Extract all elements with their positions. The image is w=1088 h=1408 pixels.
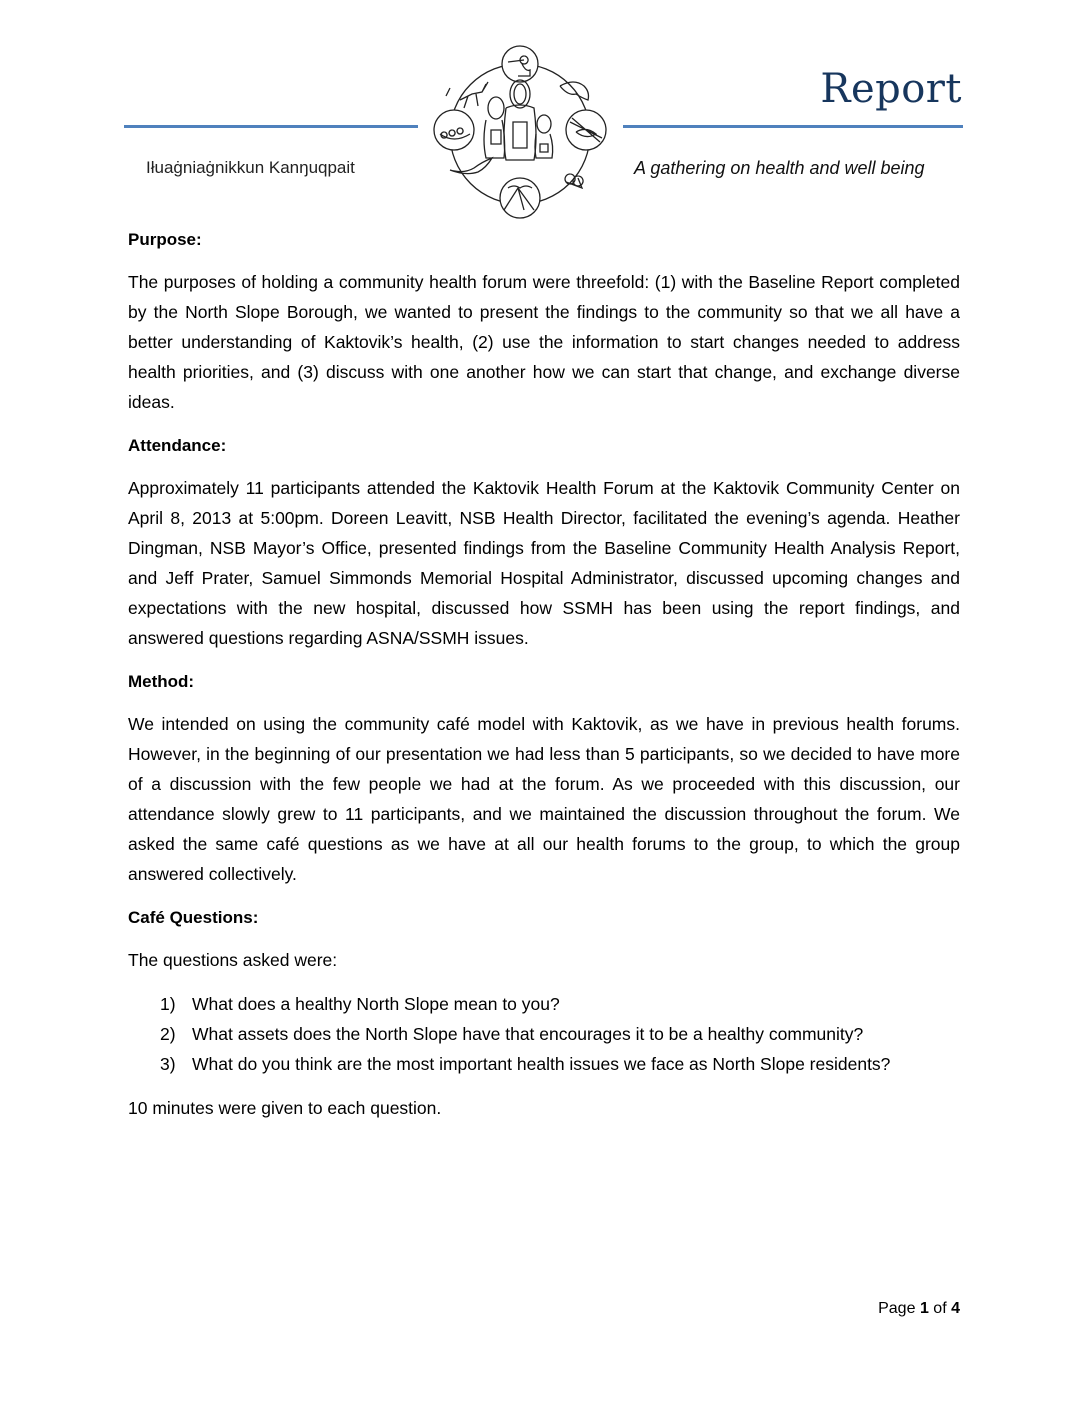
list-item-number: 3) bbox=[160, 1054, 176, 1074]
list-item-text: What assets does the North Slope have that encourages it to be a healthy community? bbox=[192, 1024, 864, 1044]
section-heading-attendance: Attendance: bbox=[128, 436, 227, 455]
page-number bbox=[878, 1300, 960, 1318]
list-item bbox=[128, 1049, 960, 1079]
method-paragraph: We intended on using the community café model with Kaktovik, as we have in previous health forums. However, in the beginning of our presentation we had less than 5 participants, so we decided to have more of a discussion with the few people we had at the forum. As we proceeded with this discussion, our attendance slowly grew to 11 participants, and we maintained the discussion throughout the forum. We asked the same café questions as we have at all our health forums to the group, to which the group answered collectively. bbox=[128, 714, 960, 884]
purpose-paragraph: The purposes of holding a community health forum were threefold: (1) with the Baseline Report completed by the North Slope Borough, we wanted to present the findings to the community so that we all have a better understanding of Kaktovik’s health, (2) use the information to start changes needed to address health priorities, and (3) discuss with one another how we can start that change, and exchange diverse ideas. bbox=[128, 272, 960, 412]
report-title: Report bbox=[820, 66, 962, 112]
page-total: 4 bbox=[951, 1300, 960, 1317]
list-item-number: 2) bbox=[160, 1024, 176, 1044]
cafe-questions-list bbox=[128, 989, 960, 1079]
section-heading-method: Method: bbox=[128, 672, 195, 691]
cafe-questions-closing: 10 minutes were given to each question. bbox=[128, 1098, 442, 1118]
attendance-paragraph: Approximately 11 participants attended the Kaktovik Health Forum at the Kaktovik Community Center on April 8, 2013 at 5:00pm. Doreen Leavitt, NSB Health Director, facilitated the evening’s agenda. Heather Dingman, NSB Mayor’s Office, presented findings from the Baseline Community Health Analysis Report, and Jeff Prater, Samuel Simmonds Memorial Hospital Administrator, discussed upcoming changes and expectations with the new hospital, discussed how SSMH has been using the report findings, and answered questions regarding ASNA/SSMH issues. bbox=[128, 478, 960, 648]
header-rule-left bbox=[124, 125, 418, 128]
page-of: of bbox=[933, 1300, 947, 1317]
community-health-logo-icon bbox=[420, 42, 620, 222]
header-rule-right bbox=[623, 125, 963, 128]
document-body bbox=[128, 225, 960, 1137]
tagline: A gathering on health and well being bbox=[634, 158, 925, 178]
list-item-text: What do you think are the most important health issues we face as North Slope residents? bbox=[192, 1054, 891, 1074]
organization-name: Iłuaġniaġnikkun Kanŋuqpait bbox=[146, 158, 355, 177]
list-item-text: What does a healthy North Slope mean to you? bbox=[192, 994, 560, 1014]
list-item bbox=[128, 1019, 960, 1049]
section-heading-purpose: Purpose: bbox=[128, 230, 202, 249]
page-current: 1 bbox=[919, 1300, 929, 1317]
cafe-questions-intro: The questions asked were: bbox=[128, 950, 338, 970]
list-item-number: 1) bbox=[160, 994, 176, 1014]
page-label: Page bbox=[878, 1300, 916, 1317]
list-item bbox=[128, 989, 960, 1019]
section-heading-cafe-questions: Café Questions: bbox=[128, 908, 259, 927]
